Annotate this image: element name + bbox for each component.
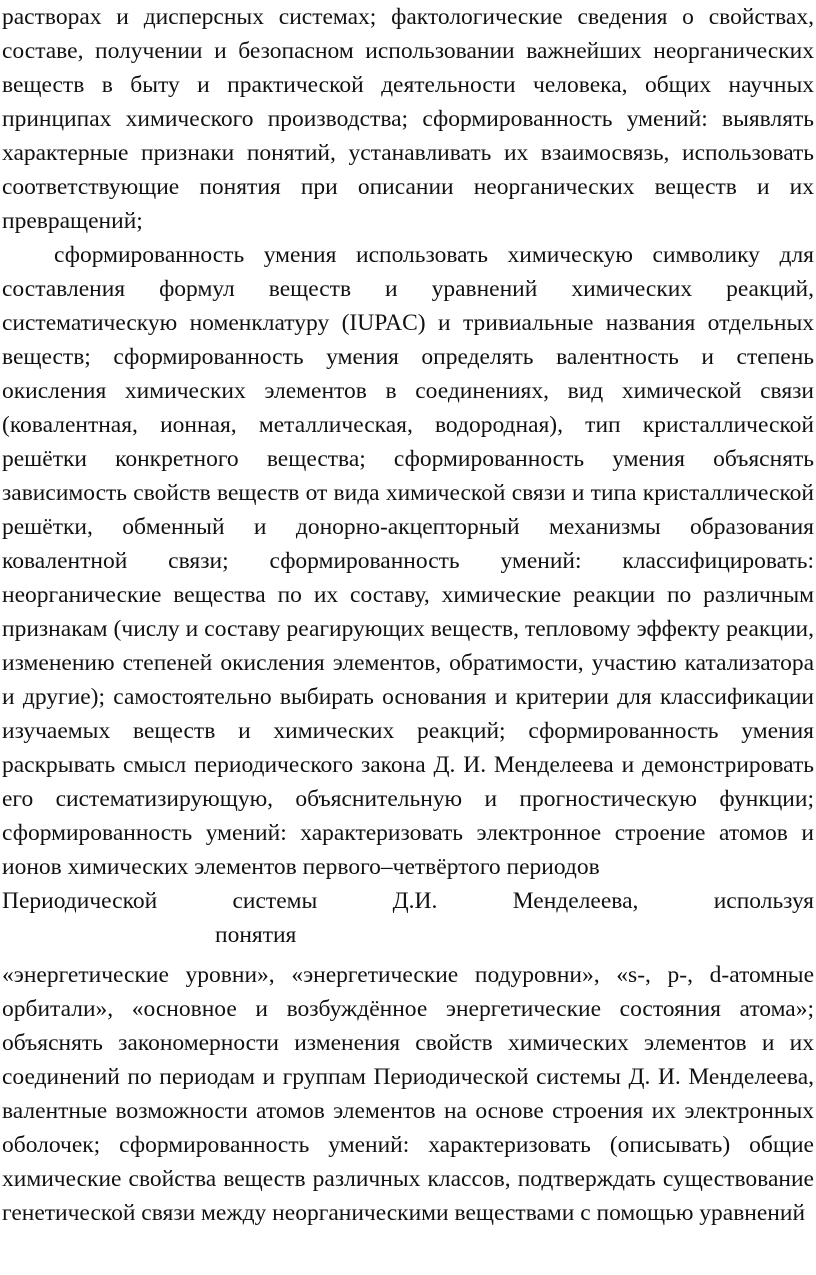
broken-line-tail: понятия [215, 922, 297, 948]
broken-line-word: используя [713, 888, 814, 914]
broken-line-word: системы [232, 888, 318, 914]
broken-line [2, 884, 814, 918]
broken-line-word: Периодической [2, 888, 158, 914]
paragraph-symbolism: сформированность умения использовать химическую символику для составления формул веществ и уравнений химических реакций, систематическую номенклатуру (IUPAC) и тривиальные названия отдельных веществ; сформированность умения определять валентность и степень окисления химических элементов в соединениях, вид химической связи (ковалентная, ионная, металлическая, водородная), тип кристаллической решётки конкретного вещества; сформированность умения объяснять зависимость свойств веществ от вида химической связи и типа кристаллической решётки, обменный и донорно-акцепторный механизмы образования ковалентной связи; сформированность умений: классифицировать: неорганические вещества по их составу, химические реакции по различным признакам (числу и составу реагирующих веществ, тепловому эффекту реакции, изменению степеней окисления элементов, обратимости, участию катализатора и другие); самостоятельно выбирать основания и критерии для классификации изучаемых веществ и химических реакций; сформированность умения раскрывать смысл периодического закона Д. И. Менделеева и демонстрировать его систематизирующую, объяснительную и прогностическую функции; сформированность умений: характеризовать электронное строение атомов и ионов химических элементов первого–четвёртого периодов [2, 242, 814, 880]
broken-line-word: Д.И. [392, 888, 438, 914]
paragraph-continued: растворах и дисперсных системах; фактологические сведения о свойствах, составе, получении и безопасном использовании важнейших неорганических веществ в быту и практической деятельности человека, общих научных принципах химического производства; сформированность умений: выявлять характерные признаки понятий, устанавливать их взаимосвязь, использовать соответствующие понятия при описании неорганических веществ и их превращений; [2, 4, 814, 234]
broken-line-word: Менделеева, [512, 888, 639, 914]
paragraph-concepts: «энергетические уровни», «энергетические подуровни», «s-, p-, d-атомные орбитали», «основное и возбуждённое энергетические состояния атома»; объяснять закономерности изменения свойств химических элементов и их соединений по периодам и группам Периодической системы Д. И. Менделеева, валентные возможности атомов элементов на основе строения их электронных оболочек; сформированность умений: характеризовать (описывать) общие химические свойства веществ различных классов, подтверждать существование генетической связи между неорганическими веществами с помощью уравнений [2, 962, 814, 1226]
